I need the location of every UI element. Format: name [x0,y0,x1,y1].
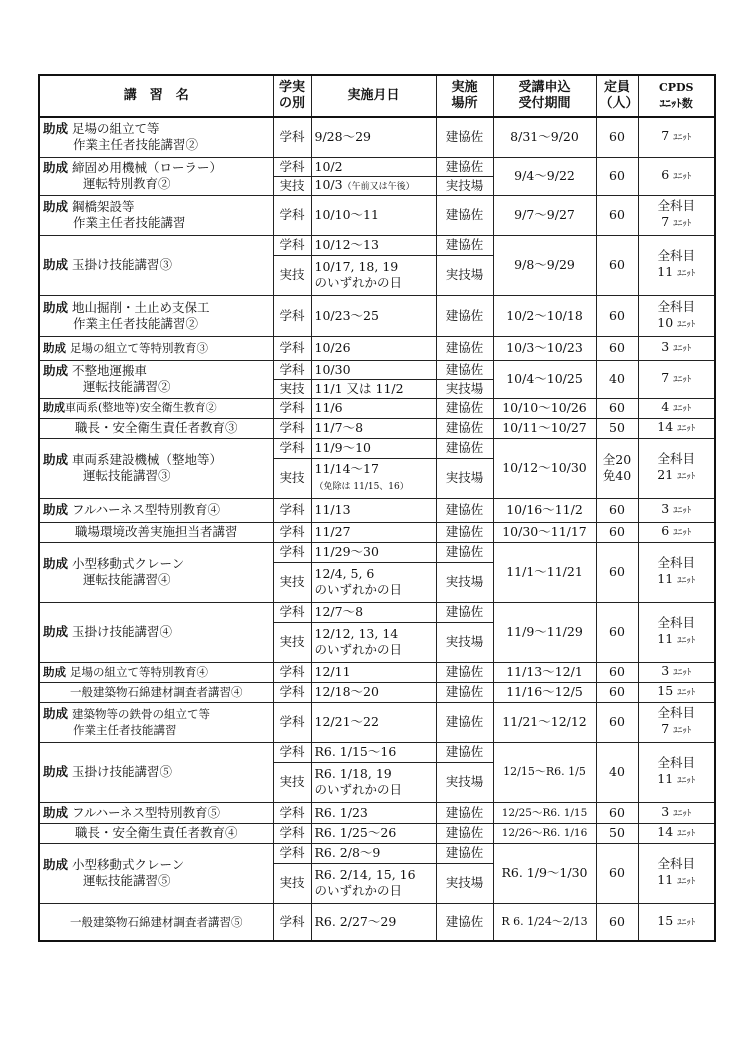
capacity: 60 [596,843,638,903]
course-name: 助成 足場の組立て等 作業主任者技能講習② [39,117,273,157]
table-row [39,195,715,235]
subsidy-badge: 助成 [43,857,69,872]
course-type: 学科 [273,802,311,823]
table-row [39,662,715,682]
course-name: 助成 足場の組立て等特別教育④ [39,662,273,682]
course-name: 助成 車両系建設機械（整地等） 運転技能講習③ [39,438,273,498]
application-period: 12/26～R6. 1/16 [493,823,596,843]
application-period: 10/11～10/27 [493,418,596,438]
application-period: 11/9～11/29 [493,602,596,662]
course-date: 10/10～11 [311,195,436,235]
course-date: 12/7～8 [311,602,436,622]
course-type: 実技 [273,255,311,295]
cpds-units: 全科目 11 ﾕﾆｯﾄ [638,843,715,903]
course-place: 建協佐 [436,157,493,176]
subsidy-badge: 助成 [43,257,69,272]
course-place: 建協佐 [436,662,493,682]
course-type: 学科 [273,235,311,255]
capacity: 60 [596,295,638,336]
course-name: 助成 鋼橋架設等 作業主任者技能講習 [39,195,273,235]
course-name: 職場環境改善実施担当者講習 [39,522,273,542]
course-date: 12/11 [311,662,436,682]
course-type: 学科 [273,498,311,522]
course-date: R6. 1/15～16 [311,742,436,762]
subsidy-badge: 助成 [43,556,69,571]
course-date: 10/26 [311,336,436,360]
course-name: 一般建築物石綿建材調査者講習④ [39,682,273,702]
course-date: R6. 2/8～9 [311,843,436,863]
application-period: 12/15～R6. 1/5 [493,742,596,802]
application-period: 10/12～10/30 [493,438,596,498]
application-period: R6. 1/9～1/30 [493,843,596,903]
course-place: 実技場 [436,255,493,295]
cpds-units: 15 ﾕﾆｯﾄ [638,682,715,702]
cpds-units: 全科目 21 ﾕﾆｯﾄ [638,438,715,498]
course-type: 実技 [273,379,311,398]
application-period: 9/7～9/27 [493,195,596,235]
course-type: 学科 [273,398,311,418]
cpds-units: 全科目 7 ﾕﾆｯﾄ [638,195,715,235]
application-period: 10/16～11/2 [493,498,596,522]
table-row [39,522,715,542]
capacity: 60 [596,682,638,702]
course-name: 助成 小型移動式クレーン 運転技能講習⑤ [39,843,273,903]
table-row [39,117,715,157]
course-date: 12/4, 5, 6 のいずれかの日 [311,562,436,602]
table-row [39,498,715,522]
cpds-units: 15 ﾕﾆｯﾄ [638,903,715,941]
course-place: 建協佐 [436,498,493,522]
cpds-units: 6 ﾕﾆｯﾄ [638,157,715,195]
capacity: 60 [596,157,638,195]
course-place: 建協佐 [436,802,493,823]
subsidy-badge: 助成 [43,804,69,820]
course-place: 建協佐 [436,843,493,863]
course-name: 職長・安全衛生責任者教育④ [39,823,273,843]
table-row [39,823,715,843]
subsidy-badge: 助成 [43,299,69,315]
course-name: 職長・安全衛生責任者教育③ [39,418,273,438]
capacity: 60 [596,702,638,742]
table-row [39,843,715,863]
capacity: 50 [596,418,638,438]
subsidy-badge: 助成 [43,121,69,137]
course-date: 11/9～10 [311,438,436,458]
subsidy-badge: 助成 [43,401,65,414]
course-place: 建協佐 [436,742,493,762]
course-name: 助成 足場の組立て等特別教育③ [39,336,273,360]
table-row [39,336,715,360]
table-header-row [39,75,715,117]
course-type: 実技 [273,622,311,662]
course-date: R6. 1/25～26 [311,823,436,843]
course-date: 10/3（午前又は午後） [311,176,436,195]
course-name: 助成車両系(整地等)安全衛生教育② [39,398,273,418]
course-name: 助成 建築物等の鉄骨の組立て等 作業主任者技能講習 [39,702,273,742]
course-place: 実技場 [436,622,493,662]
course-place: 建協佐 [436,235,493,255]
capacity: 60 [596,195,638,235]
course-date: 11/1 又は 11/2 [311,379,436,398]
course-place: 建協佐 [436,336,493,360]
application-period: 11/16～12/5 [493,682,596,702]
application-period: 11/13～12/1 [493,662,596,682]
application-period: 9/4～9/22 [493,157,596,195]
cpds-units: 14 ﾕﾆｯﾄ [638,823,715,843]
cpds-units: 全科目 7 ﾕﾆｯﾄ [638,702,715,742]
header-capacity: 定員 （人） [596,75,638,117]
capacity: 60 [596,117,638,157]
course-place: 建協佐 [436,295,493,336]
course-place: 建協佐 [436,602,493,622]
cpds-units: 全科目 11 ﾕﾆｯﾄ [638,742,715,802]
subsidy-badge: 助成 [43,624,69,639]
course-type: 学科 [273,843,311,863]
course-place: 建協佐 [436,117,493,157]
course-place: 建協佐 [436,903,493,941]
capacity: 60 [596,336,638,360]
subsidy-badge: 助成 [43,502,69,517]
cpds-units: 6 ﾕﾆｯﾄ [638,522,715,542]
table-row [39,903,715,941]
course-name: 助成 フルハーネス型特別教育⑤ [39,802,273,823]
capacity: 40 [596,360,638,398]
course-type: 実技 [273,863,311,903]
capacity: 60 [596,398,638,418]
course-date: 10/2 [311,157,436,176]
capacity: 60 [596,602,638,662]
course-type: 学科 [273,602,311,622]
course-type: 学科 [273,823,311,843]
course-name: 助成 フルハーネス型特別教育④ [39,498,273,522]
capacity: 60 [596,662,638,682]
course-place: 建協佐 [436,438,493,458]
course-type: 学科 [273,295,311,336]
header-period: 受講申込 受付期間 [493,75,596,117]
course-type: 学科 [273,195,311,235]
application-period: 9/8～9/29 [493,235,596,295]
course-name: 助成 玉掛け技能講習④ [39,602,273,662]
header-type: 学実 の別 [273,75,311,117]
course-date: 12/18～20 [311,682,436,702]
course-date: 11/14～17 （免除は 11/15、16） [311,458,436,498]
table-row [39,802,715,823]
table-row [39,438,715,458]
course-place: 建協佐 [436,418,493,438]
application-period: 10/30～11/17 [493,522,596,542]
course-name: 助成 玉掛け技能講習③ [39,235,273,295]
cpds-units: 3 ﾕﾆｯﾄ [638,498,715,522]
course-place: 実技場 [436,562,493,602]
course-type: 実技 [273,562,311,602]
course-place: 実技場 [436,863,493,903]
capacity: 60 [596,522,638,542]
course-name: 助成 小型移動式クレーン 運転技能講習④ [39,542,273,602]
table-row [39,682,715,702]
cpds-units: 7 ﾕﾆｯﾄ [638,360,715,398]
course-place: 建協佐 [436,682,493,702]
course-type: 学科 [273,522,311,542]
course-type: 学科 [273,418,311,438]
course-type: 学科 [273,702,311,742]
course-type: 学科 [273,157,311,176]
course-place: 建協佐 [436,522,493,542]
course-type: 学科 [273,662,311,682]
course-type: 学科 [273,682,311,702]
course-name: 一般建築物石綿建材調査者講習⑤ [39,903,273,941]
subsidy-badge: 助成 [43,341,66,355]
course-place: 実技場 [436,762,493,802]
course-date: R6. 1/23 [311,802,436,823]
course-date: 10/12～13 [311,235,436,255]
application-period: 10/2～10/18 [493,295,596,336]
subsidy-badge: 助成 [43,452,69,467]
table-row [39,360,715,379]
capacity: 60 [596,235,638,295]
table-row [39,602,715,622]
table-row [39,702,715,742]
application-period: 8/31～9/20 [493,117,596,157]
table-row [39,418,715,438]
cpds-units: 3 ﾕﾆｯﾄ [638,336,715,360]
application-period: 11/1～11/21 [493,542,596,602]
subsidy-badge: 助成 [43,160,69,175]
cpds-units: 3 ﾕﾆｯﾄ [638,662,715,682]
course-date: 11/27 [311,522,436,542]
course-type: 学科 [273,903,311,941]
course-date: R6. 1/18, 19 のいずれかの日 [311,762,436,802]
capacity: 60 [596,802,638,823]
cpds-units: 全科目 11 ﾕﾆｯﾄ [638,602,715,662]
capacity: 60 [596,903,638,941]
subsidy-badge: 助成 [43,199,69,214]
course-date: R6. 2/27～29 [311,903,436,941]
subsidy-badge: 助成 [43,665,66,679]
course-place: 建協佐 [436,195,493,235]
course-date: 9/28～29 [311,117,436,157]
course-type: 学科 [273,117,311,157]
header-date: 実施月日 [311,75,436,117]
header-cpds: CPDS ﾕﾆｯﾄ数 [638,75,715,117]
course-type: 学科 [273,438,311,458]
application-period: 12/25～R6. 1/15 [493,802,596,823]
course-type: 学科 [273,742,311,762]
table-row [39,295,715,336]
capacity: 60 [596,498,638,522]
course-type: 学科 [273,542,311,562]
course-type: 実技 [273,762,311,802]
course-type: 実技 [273,458,311,498]
course-name: 助成 玉掛け技能講習⑤ [39,742,273,802]
subsidy-badge: 助成 [43,764,69,779]
course-place: 建協佐 [436,542,493,562]
course-place: 実技場 [436,458,493,498]
capacity: 60 [596,542,638,602]
course-date: 11/13 [311,498,436,522]
course-place: 建協佐 [436,398,493,418]
course-name: 助成 地山掘削・土止め支保工 作業主任者技能講習② [39,295,273,336]
table-row [39,542,715,562]
course-date: R6. 2/14, 15, 16 のいずれかの日 [311,863,436,903]
table-row [39,235,715,255]
application-period: 10/10～10/26 [493,398,596,418]
cpds-units: 7 ﾕﾆｯﾄ [638,117,715,157]
course-date: 10/30 [311,360,436,379]
header-course-name: 講 習 名 [39,75,273,117]
table-row [39,398,715,418]
cpds-units: 全科目 11 ﾕﾆｯﾄ [638,235,715,295]
course-name: 助成 不整地運搬車 運転技能講習② [39,360,273,398]
capacity: 40 [596,742,638,802]
course-schedule-table [38,74,716,942]
cpds-units: 全科目 11 ﾕﾆｯﾄ [638,542,715,602]
cpds-units: 14 ﾕﾆｯﾄ [638,418,715,438]
table-row [39,157,715,176]
course-date: 10/17, 18, 19 のいずれかの日 [311,255,436,295]
course-place: 建協佐 [436,360,493,379]
course-date: 11/29～30 [311,542,436,562]
application-period: 10/3～10/23 [493,336,596,360]
subsidy-badge: 助成 [43,706,69,721]
course-date: 12/21～22 [311,702,436,742]
course-name: 助成 締固め用機械（ローラー） 運転特別教育② [39,157,273,195]
table-row [39,742,715,762]
course-date: 12/12, 13, 14 のいずれかの日 [311,622,436,662]
course-type: 実技 [273,176,311,195]
capacity: 全20 免40 [596,438,638,498]
subsidy-badge: 助成 [43,363,69,378]
application-period: R 6. 1/24～2/13 [493,903,596,941]
application-period: 11/21～12/12 [493,702,596,742]
course-place: 実技場 [436,379,493,398]
course-place: 建協佐 [436,702,493,742]
course-type: 学科 [273,336,311,360]
course-place: 建協佐 [436,823,493,843]
course-type: 学科 [273,360,311,379]
course-date: 10/23～25 [311,295,436,336]
course-date: 11/7～8 [311,418,436,438]
application-period: 10/4～10/25 [493,360,596,398]
cpds-units: 全科目 10 ﾕﾆｯﾄ [638,295,715,336]
course-place: 実技場 [436,176,493,195]
header-place: 実施 場所 [436,75,493,117]
cpds-units: 3 ﾕﾆｯﾄ [638,802,715,823]
cpds-units: 4 ﾕﾆｯﾄ [638,398,715,418]
capacity: 50 [596,823,638,843]
course-date: 11/6 [311,398,436,418]
